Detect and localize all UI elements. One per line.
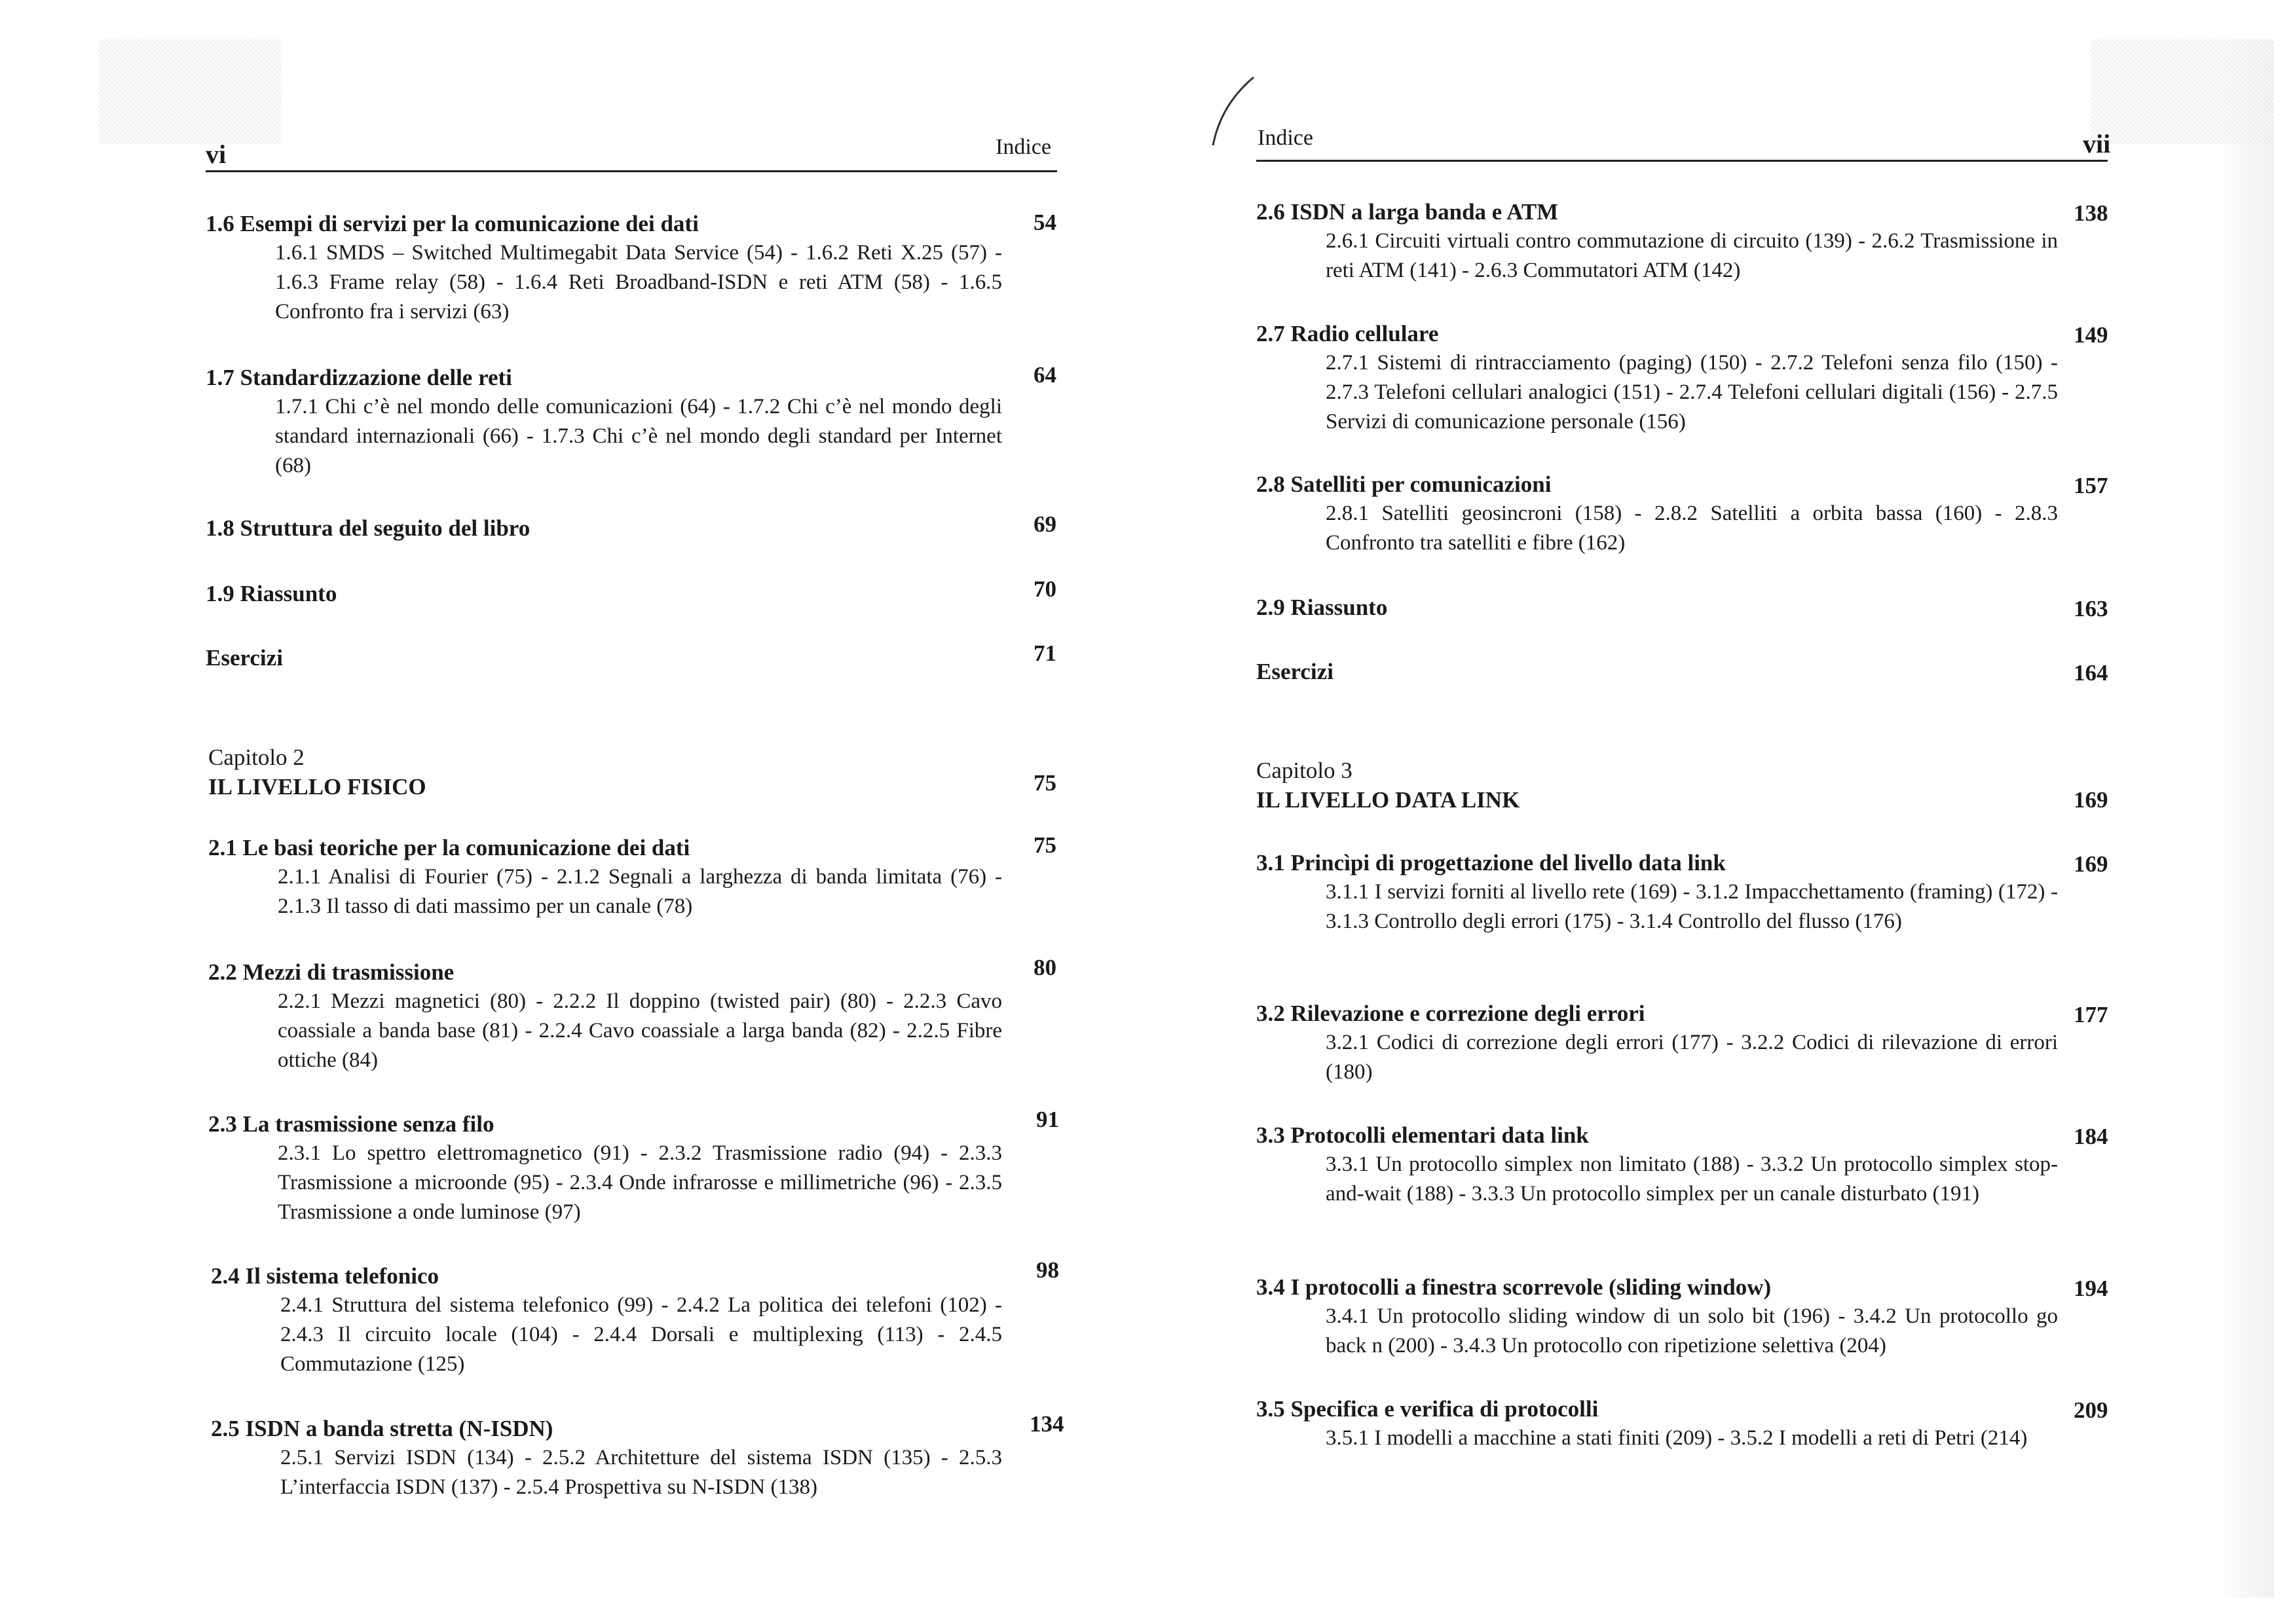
toc-entry-title: 1.7 Standardizzazione delle reti — [206, 365, 512, 390]
toc-entry-page: 184 — [2074, 1124, 2108, 1149]
toc-entry-description: 3.1.1 I servizi forniti al livello rete (169) - 3.1.2 Impacchettamento (framing) (172) - 3.1.3 Controllo degli errori (175) - 3.1.4 Controllo del flusso (176) — [1326, 880, 2058, 933]
toc-entry-page: 157 — [2074, 473, 2108, 498]
toc-entry-page: 64 — [1034, 362, 1056, 388]
toc-entry-page: 163 — [2074, 596, 2108, 621]
toc-entry-page: 164 — [2074, 660, 2108, 686]
toc-entry[interactable] — [1256, 593, 2058, 622]
page-number-left: vi — [206, 139, 227, 169]
toc-entry-title: 1.8 Struttura del seguito del libro — [206, 515, 531, 541]
toc-entry[interactable] — [206, 514, 1002, 543]
toc-entry-title: 3.5 Specifica e verifica di protocolli — [1256, 1396, 1599, 1422]
toc-entry[interactable] — [206, 363, 1002, 481]
toc-entry-description: 2.3.1 Lo spettro elettromagnetico (91) - 2.3.2 Trasmissione radio (94) - 2.3.3 Trasmissione a microonde (95) - 2.3.4 Onde infrarosse e millimetriche (96) - 2.3.5 Trasmissione a onde luminose (97) — [278, 1141, 1002, 1224]
toc-entry[interactable] — [1256, 1395, 2058, 1453]
toc-entry-title: 2.8 Satelliti per comunicazioni — [1256, 471, 1552, 497]
page-edge-shadow — [2215, 39, 2274, 1598]
toc-entry-description: 3.2.1 Codici di correzione degli errori (177) - 3.2.2 Codici di rilevazione di errori (180) — [1326, 1031, 2058, 1084]
toc-entry[interactable] — [208, 1110, 1002, 1227]
toc-entry[interactable] — [1256, 198, 2058, 286]
chapter-title: IL LIVELLO FISICO — [208, 774, 426, 800]
toc-entry-description: 2.6.1 Circuiti virtuali contro commutazione di circuito (139) - 2.6.2 Trasmissione in reti ATM (141) - 2.6.3 Commutatori ATM (142) — [1326, 229, 2058, 282]
toc-entry[interactable] — [1256, 320, 2058, 437]
toc-entry-page: 138 — [2074, 200, 2108, 226]
toc-entry[interactable] — [208, 958, 1002, 1075]
toc-entry-page: 177 — [2074, 1002, 2108, 1027]
toc-entry-description: 2.4.1 Struttura del sistema telefonico (99) - 2.4.2 La politica dei telefoni (102) - 2.4.3 Il circuito locale (104) - 2.4.4 Dorsali e multiplexing (113) - 2.4.5 Commutazione (125) — [280, 1293, 1002, 1376]
toc-entry-title: 1.6 Esempi di servizi per la comunicazione dei dati — [206, 211, 699, 236]
toc-entry-page: 70 — [1034, 576, 1056, 602]
toc-entry[interactable] — [1256, 999, 2058, 1087]
toc-entry[interactable] — [1256, 657, 2058, 686]
header-rule — [206, 170, 1057, 172]
toc-entry-description: 2.8.1 Satelliti geosincroni (158) - 2.8.2 Satelliti a orbita bassa (160) - 2.8.3 Confronto tra satelliti e fibre (162) — [1326, 502, 2058, 555]
toc-entry-title: 3.3 Protocolli elementari data link — [1256, 1122, 1589, 1148]
toc-entry-title: 2.3 La trasmissione senza filo — [208, 1111, 494, 1137]
toc-entry-title: 2.7 Radio cellulare — [1256, 321, 1439, 346]
toc-entry-description: 3.3.1 Un protocollo simplex non limitato (188) - 3.3.2 Un protocollo simplex stop-and-wait (188) - 3.3.3 Un protocollo simplex per un canale disturbato (191) — [1326, 1153, 2058, 1206]
toc-entry-description: 2.7.1 Sistemi di rintracciamento (paging) (150) - 2.7.2 Telefoni senza filo (150) - 2.7.3 Telefoni cellulari analogici (151) - 2.7.4 Telefoni cellulari digitali (156) - 2.7.5 Servizi di comunicazione personale (156) — [1326, 351, 2058, 434]
toc-entry[interactable] — [211, 1414, 1002, 1502]
toc-entry-title: 2.4 Il sistema telefonico — [211, 1263, 439, 1289]
toc-entry-page: 91 — [1036, 1107, 1059, 1132]
toc-entry[interactable] — [206, 210, 1002, 327]
toc-entry-title: 2.9 Riassunto — [1256, 595, 1388, 620]
toc-entry-title: 2.6 ISDN a larga banda e ATM — [1256, 199, 1559, 225]
toc-entry-title: 3.4 I protocolli a finestra scorrevole (sliding window) — [1256, 1274, 1772, 1300]
toc-entry-description: 1.6.1 SMDS – Switched Multimegabit Data Service (54) - 1.6.2 Reti X.25 (57) - 1.6.3 Frame relay (58) - 1.6.4 Reti Broadband-ISDN e reti ATM (58) - 1.6.5 Confronto fra i servizi (63) — [275, 241, 1002, 323]
chapter-title: IL LIVELLO DATA LINK — [1256, 787, 1520, 813]
toc-entry[interactable] — [208, 834, 1002, 921]
toc-entry-title: 3.2 Rilevazione e correzione degli errori — [1256, 1001, 1645, 1026]
right-page — [1148, 0, 2295, 1624]
running-header-right: Indice — [1258, 126, 1313, 150]
toc-entry-page: 194 — [2074, 1276, 2108, 1301]
toc-entry[interactable] — [1256, 1273, 2058, 1361]
chapter-page: 169 — [2074, 787, 2108, 813]
toc-entry-page: 71 — [1034, 640, 1056, 666]
header-rule — [1256, 160, 2108, 162]
toc-entry-description: 3.4.1 Un protocollo sliding window di un solo bit (196) - 3.4.2 Un protocollo go back n (200) - 3.4.3 Un protocollo con ripetizione selettiva (204) — [1326, 1304, 2058, 1357]
toc-entry-description: 1.7.1 Chi c’è nel mondo delle comunicazioni (64) - 1.7.2 Chi c’è nel mondo degli standard internazionali (66) - 1.7.3 Chi c’è nel mondo degli standard per Internet (68) — [275, 395, 1002, 477]
toc-entry-title: 3.1 Princìpi di progettazione del livello data link — [1256, 850, 1726, 876]
toc-entry-title: Esercizi — [206, 645, 283, 671]
chapter-page: 75 — [1034, 770, 1056, 796]
chapter-label: Capitolo 3 — [1256, 758, 1353, 783]
toc-entry-page: 54 — [1034, 210, 1056, 235]
chapter-heading[interactable] — [1256, 756, 1520, 815]
page-number-right: vii — [2083, 129, 2111, 158]
toc-entry-title: 2.1 Le basi teoriche per la comunicazione dei dati — [208, 835, 690, 860]
toc-entry[interactable] — [1256, 849, 2058, 936]
toc-entry-page: 134 — [1030, 1411, 1064, 1437]
toc-entry[interactable] — [206, 580, 1002, 608]
scan-noise — [98, 39, 282, 144]
toc-entry-description: 3.5.1 I modelli a macchine a stati finiti (209) - 3.5.2 I modelli a reti di Petri (214) — [1326, 1426, 2028, 1450]
toc-entry-page: 169 — [2074, 851, 2108, 877]
running-header-left: Indice — [996, 135, 1051, 159]
toc-entry-page: 69 — [1034, 511, 1056, 537]
toc-entry-description: 2.1.1 Analisi di Fourier (75) - 2.1.2 Segnali a larghezza di banda limitata (76) - 2.1.3 Il tasso di dati massimo per un canale (78) — [278, 865, 1002, 918]
toc-entry-page: 80 — [1034, 955, 1056, 980]
toc-entry-page: 209 — [2074, 1397, 2108, 1423]
toc-entry[interactable] — [1256, 470, 2058, 558]
toc-entry[interactable] — [206, 644, 1002, 673]
pencil-mark-icon — [1201, 72, 1260, 151]
scan-noise — [2091, 39, 2274, 144]
toc-entry-title: 2.2 Mezzi di trasmissione — [208, 959, 455, 985]
toc-entry-description: 2.5.1 Servizi ISDN (134) - 2.5.2 Architetture del sistema ISDN (135) - 2.5.3 L’interfaccia ISDN (137) - 2.5.4 Prospettiva su N-ISDN (138) — [280, 1446, 1002, 1499]
chapter-label: Capitolo 2 — [208, 745, 305, 770]
toc-entry-page: 75 — [1034, 832, 1056, 858]
chapter-heading[interactable] — [208, 743, 426, 802]
toc-entry-page: 149 — [2074, 322, 2108, 348]
toc-entry[interactable] — [211, 1262, 1002, 1379]
toc-entry-title: 2.5 ISDN a banda stretta (N-ISDN) — [211, 1416, 553, 1441]
toc-entry-title: Esercizi — [1256, 659, 1334, 684]
toc-entry-description: 2.2.1 Mezzi magnetici (80) - 2.2.2 Il doppino (twisted pair) (80) - 2.2.3 Cavo coassiale a banda base (81) - 2.2.4 Cavo coassiale a larga banda (82) - 2.2.5 Fibre ottiche (84) — [278, 989, 1002, 1072]
toc-entry-page: 98 — [1036, 1257, 1059, 1283]
toc-entry[interactable] — [1256, 1121, 2058, 1209]
toc-entry-title: 1.9 Riassunto — [206, 581, 337, 606]
